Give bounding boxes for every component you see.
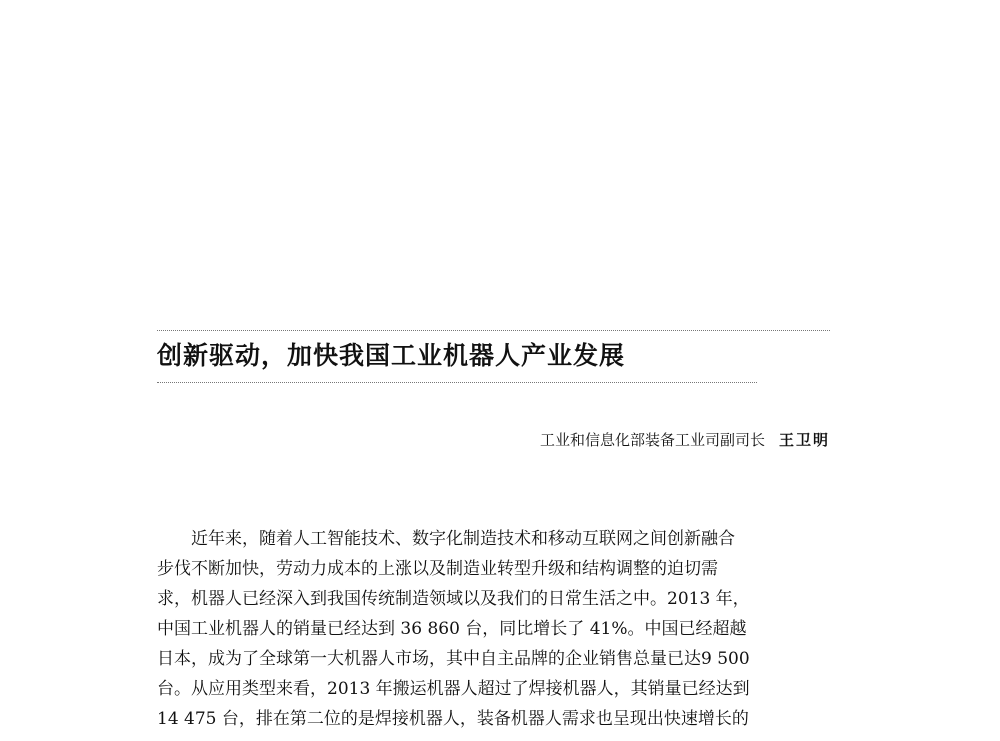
body-line: 步伐不断加快，劳动力成本的上涨以及制造业转型升级和结构调整的迫切需 <box>157 559 718 579</box>
article-title: 创新驱动，加快我国工业机器人产业发展 <box>157 341 626 370</box>
body-line: 近年来，随着人工智能技术、数字化制造技术和移动互联网之间创新融合 <box>191 529 735 549</box>
body-line: 中国工业机器人的销量已经达到 36 860 台，同比增长了 41%。中国已经超越 <box>157 619 747 639</box>
byline <box>540 429 830 451</box>
body-line: 台。从应用类型来看，2013 年搬运机器人超过了焊接机器人，其销量已经达到 <box>157 679 750 699</box>
article-body <box>157 524 830 734</box>
body-line: 日本，成为了全球第一大机器人市场，其中自主品牌的企业销售总量已达9 500 <box>157 649 750 669</box>
body-line: 求，机器人已经深入到我国传统制造领域以及我们的日常生活之中。2013 年， <box>157 589 750 609</box>
body-line: 14 475 台，排在第二位的是焊接机器人，装备机器人需求也呈现出快速增长的 <box>157 709 749 729</box>
title-top-rule <box>157 330 830 331</box>
byline-author: 王卫明 <box>778 431 830 449</box>
byline-organization: 工业和信息化部装备工业司副司长 <box>539 431 765 449</box>
title-bottom-rule <box>157 382 757 383</box>
